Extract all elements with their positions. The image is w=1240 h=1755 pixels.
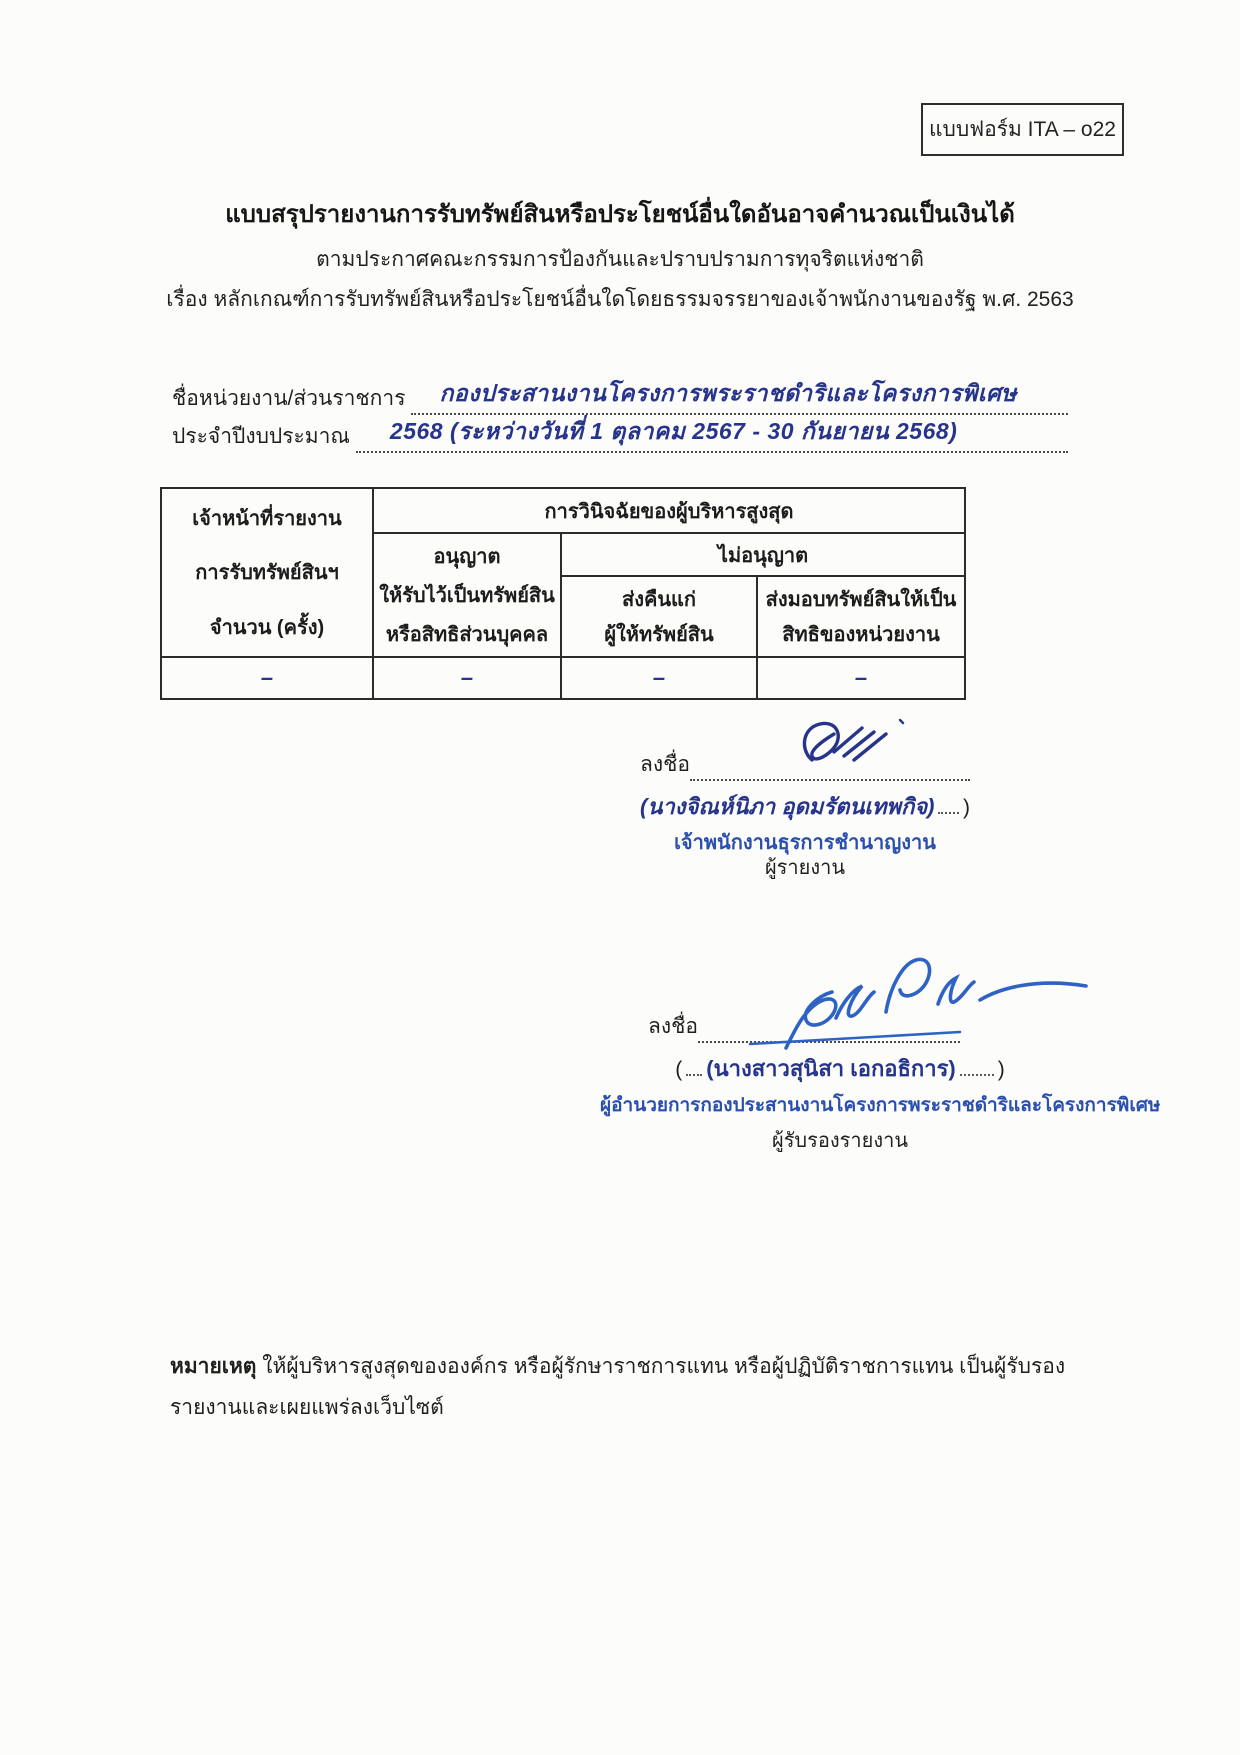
form-code-label: แบบฟอร์ม ITA – o22 (929, 118, 1116, 141)
allow-header-line2: ให้รับไว้เป็นทรัพย์สิน (379, 584, 555, 607)
count-value-cell (161, 657, 373, 699)
allow-header-line3: หรือสิทธิส่วนบุคคล (385, 624, 549, 647)
reporter-name-row (640, 789, 970, 824)
reporter-role-label: ผู้รายงาน (764, 857, 846, 879)
certifier-position-stamp: ผู้อำนวยการกองประสานงานโครงการพระราชดำริและโครงการพิเศษ (600, 1095, 1161, 1116)
fiscal-year-field-row (172, 420, 1068, 453)
reporter-signature-ink (790, 712, 920, 788)
signature-block-reporter (640, 748, 970, 883)
agency-field-line (411, 380, 1068, 415)
handover-value-cell (757, 657, 965, 699)
certifier-role-label: ผู้รับรองรายงาน (771, 1130, 909, 1152)
footer-note-line2: รายงานและเผยแพร่ลงเว็บไซต์ (170, 1396, 444, 1419)
return-header-line1: ส่งคืนแก่ (621, 589, 697, 612)
return-header-cell (561, 576, 757, 657)
return-value: – (652, 665, 666, 690)
certifier-name-dots-right (960, 1060, 994, 1076)
handover-header-line2: สิทธิของหน่วยงาน (782, 624, 940, 647)
footer-note-line1 (170, 1346, 1090, 1387)
reporter-name-dots (938, 798, 959, 814)
footer-note-text1: ให้ผู้บริหารสูงสุดขององค์กร หรือผู้รักษาราชการแทน หรือผู้ปฏิบัติราชการแทน เป็นผู้รับรอง (262, 1355, 1066, 1378)
allow-value-cell (373, 657, 561, 699)
handover-value: – (854, 665, 868, 690)
allow-header-line1: อนุญาต (433, 545, 501, 568)
fiscal-year-field-value: 2568 (ระหว่างวันที่ 1 ตุลาคม 2567 - 30 กันยายน 2568) (389, 418, 958, 444)
return-header-line2: ผู้ให้ทรัพย์สิน (604, 624, 714, 647)
certifier-signature-ink (690, 948, 1090, 1056)
reporter-sign-label: ลงชื่อ (640, 753, 690, 776)
allow-value: – (460, 665, 474, 690)
agency-field-label: ชื่อหน่วยงาน/ส่วนราชการ (172, 387, 406, 410)
certifier-sign-label: ลงชื่อ (648, 1015, 698, 1038)
table-row (161, 657, 965, 699)
page-subtitle-1: ตามประกาศคณะกรรมการป้องกันและปราบปรามการทุจริตแห่งชาติ (316, 248, 924, 271)
footer-note-label: หมายเหตุ (170, 1355, 257, 1378)
fiscal-year-field-label: ประจำปีงบประมาณ (172, 425, 350, 448)
disallow-header-cell: ไม่อนุญาต (561, 533, 965, 576)
certifier-open-paren: ( (675, 1058, 683, 1081)
form-code-box (921, 103, 1124, 156)
page-title: แบบสรุปรายงานการรับทรัพย์สินหรือประโยชน์อื่นใดอันอาจคำนวณเป็นเงินได้ (225, 201, 1015, 228)
summary-table (160, 487, 966, 700)
page-subtitle-2: เรื่อง หลักเกณฑ์การรับทรัพย์สินหรือประโยชน์อื่นใดโดยธรรมจรรยาของเจ้าพนักงานของรัฐ พ.ศ. 2563 (166, 288, 1074, 311)
certifier-name: (นางสาวสุนิสา เอกอธิการ) (706, 1056, 956, 1081)
certifier-close-paren: ) (997, 1058, 1005, 1081)
return-value-cell (561, 657, 757, 699)
reporter-position-stamp: เจ้าพนักงานธุรการชำนาญงาน (674, 832, 936, 854)
count-value: – (260, 665, 274, 690)
reporter-header-cell (161, 488, 373, 657)
reporter-header-line2: การรับทรัพย์สินฯ (195, 562, 339, 585)
decision-header-cell: การวินิจฉัยของผู้บริหารสูงสุด (373, 488, 965, 533)
handover-header-line1: ส่งมอบทรัพย์สินให้เป็น (765, 589, 957, 612)
footer-note (170, 1346, 1090, 1428)
reporter-name: (นางจิณห์นิภา อุดมรัตนเทพกิจ) (640, 794, 935, 819)
agency-field-value: กองประสานงานโครงการพระราชดำริและโครงการพิเศษ (439, 380, 1017, 406)
reporter-header-line3: จำนวน (ครั้ง) (209, 616, 325, 639)
reporter-header-line1: เจ้าหน้าที่รายงาน (192, 508, 342, 531)
agency-field-row (172, 382, 1068, 415)
fiscal-year-field-line (356, 418, 1068, 453)
certifier-name-row (600, 1051, 1080, 1086)
signature-block-certifier (600, 952, 1161, 1156)
reporter-close-paren: ) (963, 796, 970, 819)
allow-header-cell (373, 533, 561, 657)
certifier-name-dots-left (686, 1060, 702, 1076)
handover-header-cell (757, 576, 965, 657)
